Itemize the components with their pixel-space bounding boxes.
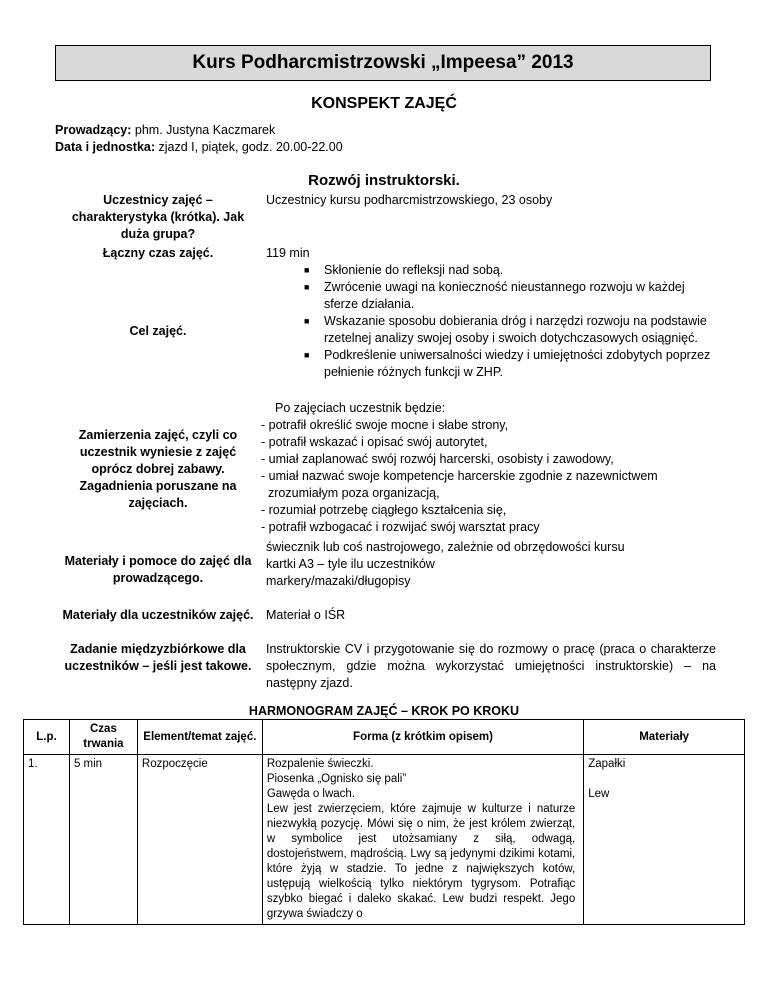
cell-czas: 5 min — [69, 755, 137, 925]
cell-element: Rozpoczęcie — [137, 755, 262, 925]
info-row-zadanie — [55, 641, 720, 693]
czas-label: Łączny czas zajęć. — [102, 246, 214, 260]
cell-forma — [262, 755, 583, 925]
square-bullet-icon: ■ — [304, 265, 310, 275]
header-forma: Forma (z krótkim opisem) — [262, 720, 583, 755]
header-element: Element/temat zajęć. — [137, 720, 262, 755]
header-lp: L.p. — [24, 720, 70, 755]
header-czas: Czas trwania — [69, 720, 137, 755]
info-row-czas — [55, 245, 720, 262]
zadanie-value: Instruktorskie CV i przygotowanie się do rozmowy o pracę (praca o charakterze społecznym, gdzie można wykorzystać umiejętności instruktorskie) – na następny zjazd. — [266, 642, 716, 690]
forma-line: Piosenka „Ognisko się pali” — [266, 773, 407, 785]
meta-info — [55, 122, 343, 156]
zamierzenia-intro: Po zajęciach uczestnik będzie: — [275, 401, 446, 415]
forma-line: Gawęda o lwach. — [266, 788, 356, 800]
info-row-materialy-uczest — [55, 601, 720, 641]
harmonogram-title: HARMONOGRAM ZAJĘĆ – KROK PO KROKU — [248, 704, 520, 718]
info-row-zamierzenia — [55, 400, 720, 539]
materialy-line: Zapałki — [588, 758, 626, 770]
zamierzenia-item: - potrafił wskazać i opisać swój autorytet, — [261, 435, 488, 449]
cel-item: ■ Skłonienie do refleksji nad sobą. — [304, 263, 504, 277]
cel-item: ■ Wskazanie sposobu dobierania dróg i narzędzi rozwoju na podstawie rzetelnej analizy swojej osoby i swoich dotychczasowych osiągnięć. — [304, 314, 707, 345]
materialy-prow-item: świecznik lub coś nastrojowego, zależnie od obrzędowości kursu — [266, 540, 625, 554]
info-table — [55, 192, 720, 693]
materialy-line — [588, 772, 740, 787]
zamierzenia-item: - rozumiał potrzebę ciągłego kształcenia się, — [261, 503, 507, 517]
header-materialy: Materiały — [584, 720, 745, 755]
materialy-prow-value — [261, 539, 720, 601]
square-bullet-icon: ■ — [304, 282, 310, 292]
cel-value — [261, 262, 720, 400]
cel-item: ■ Podkreślenie uniwersalności wiedzy i umiejętności zdobytych poprzez pełnienie różnych funkcji w ZHP. — [304, 348, 711, 379]
zamierzenia-item: - umiał nazwać swoje kompetencje harcerskie zgodnie z nazewnictwem zrozumiałym poza organizacją, — [261, 469, 658, 500]
materialy-prow-label: Materiały i pomoce do zajęć dla prowadzącego. — [64, 554, 252, 585]
forma-line: Lew jest zwierzęciem, które zajmuje w kulturze i naturze niezwykłą pozycję. Mówi się o nim, że jest królem zwierząt, w symbolice jest utożsamiany z siłą, odwagą, dostojeństwem, mądrością. Lwy są jedynymi dzikimi kotami, które żyją w stadzie. To jedne z największych kotów, ustępują wielkością tylko niektórym tygrysom. Potrafiąc szybko biegać i daleko skakać. Lew budzi respekt. Jego grzywa świadczy o — [266, 803, 576, 920]
info-row-uczestnicy — [55, 192, 720, 245]
data-value: zjazd I, piątek, godz. 20.00-22.00 — [158, 140, 343, 154]
materialy-line: Lew — [588, 788, 610, 800]
cell-lp: 1. — [24, 755, 70, 925]
czas-value: 119 min — [266, 246, 310, 260]
zadanie-label: Zadanie międzyzbiórkowe dla uczestników – jeśli jest takowe. — [64, 642, 252, 673]
data-label: Data i jednostka: — [55, 140, 156, 154]
zamierzenia-item: - potrafił wzbogacać i rozwijać swój warsztat pracy — [261, 520, 540, 534]
cel-list — [266, 262, 720, 381]
course-title: Kurs Podharcmistrzowski „Impeesa” 2013 — [192, 52, 574, 73]
prowadzacy-value: phm. Justyna Kaczmarek — [134, 123, 276, 137]
materialy-uczest-value: Materiał o IŚR — [266, 608, 346, 622]
zamierzenia-item: - potrafił określić swoje mocne i słabe strony, — [261, 418, 509, 432]
uczestnicy-value: Uczestnicy kursu podharcmistrzowskiego, 23 osoby — [266, 193, 553, 207]
prowadzacy-label: Prowadzący: — [55, 123, 132, 137]
harmonogram-header-row — [24, 720, 745, 755]
materialy-prow-item: kartki A3 – tyle ilu uczestników — [266, 557, 435, 571]
table-row — [24, 755, 745, 925]
cel-label: Cel zajęć. — [129, 323, 187, 338]
square-bullet-icon: ■ — [304, 316, 310, 326]
square-bullet-icon: ■ — [304, 350, 310, 360]
harmonogram-table — [23, 719, 745, 925]
cell-materialy — [584, 755, 745, 925]
zamierzenia-label: Zamierzenia zajęć, czyli co uczestnik wyniesie z zajęć oprócz dobrej zabawy. Zagadnienia poruszane na zajęciach. — [78, 428, 238, 510]
forma-line: Rozpalenie świeczki. — [266, 758, 374, 770]
uczestnicy-label: Uczestnicy zajęć – charakterystyka (krótka). Jak duża grupa? — [71, 193, 245, 241]
zamierzenia-value — [261, 400, 720, 539]
info-row-cel — [55, 262, 720, 400]
info-row-materialy-prow — [55, 539, 720, 601]
section-title: Rozwój instruktorski. — [308, 172, 460, 189]
materialy-uczest-label: Materiały dla uczestników zajęć. — [62, 608, 254, 622]
document-heading: KONSPEKT ZAJĘĆ — [311, 95, 457, 112]
cel-item: ■ Zwrócenie uwagi na konieczność nieustannego rozwoju w każdej sferze działania. — [304, 280, 685, 311]
course-title-box — [55, 45, 711, 81]
zamierzenia-item: - umiał zaplanować swój rozwój harcerski, osobisty i zawodowy, — [261, 452, 614, 466]
materialy-prow-item: markery/mazaki/długopisy — [266, 574, 411, 588]
